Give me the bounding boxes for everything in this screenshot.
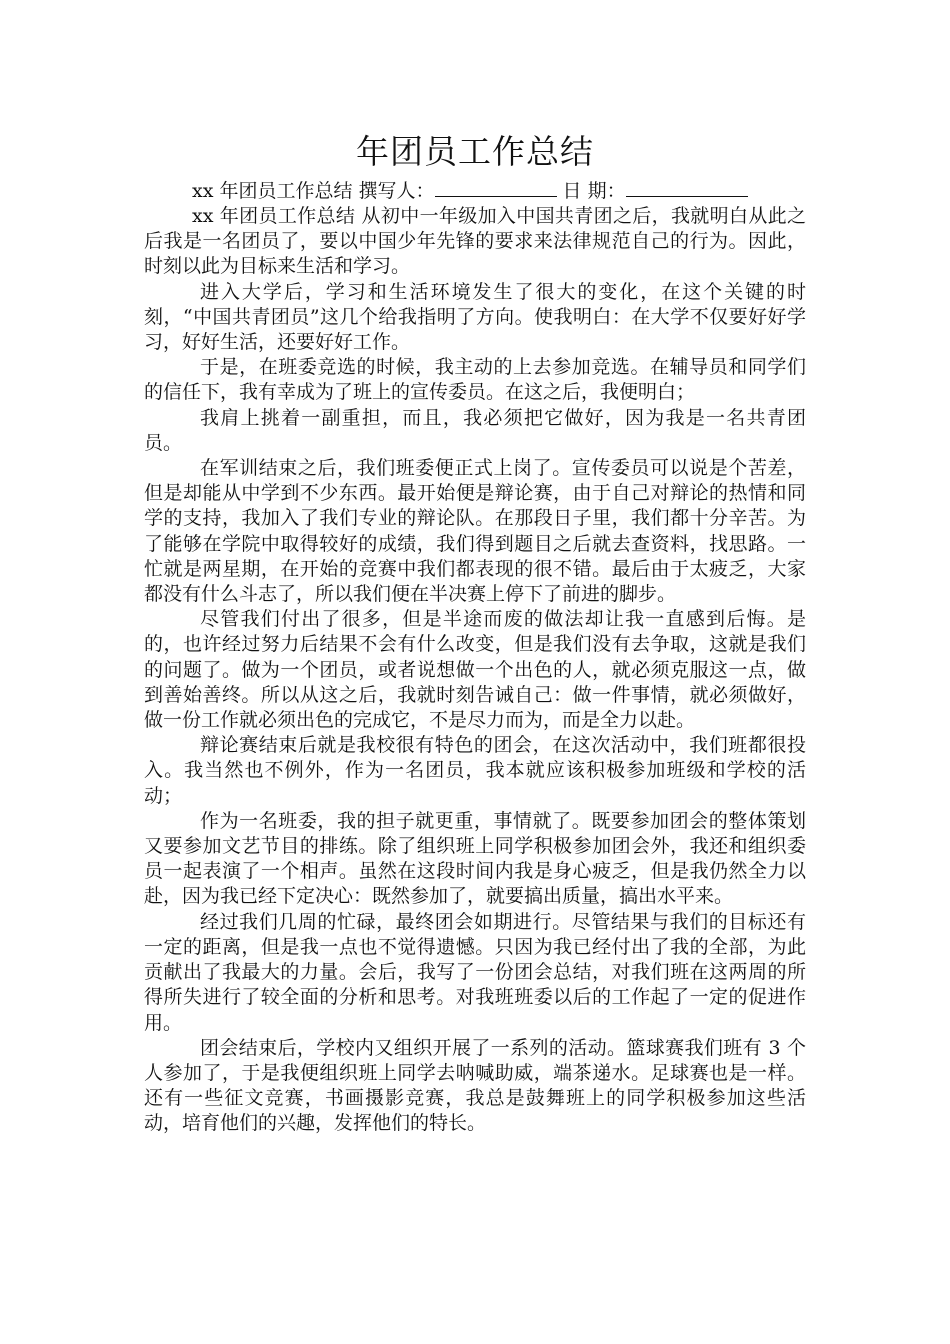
author-blank — [435, 178, 557, 197]
document-meta — [144, 178, 806, 204]
author-label: xx 年团员工作总结 撰写人： — [192, 180, 435, 202]
document-title: 年团员工作总结 — [356, 132, 594, 171]
paragraph: 我肩上挑着一副重担，而且，我必须把它做好，因为我是一名共青团员。 — [144, 406, 806, 454]
paragraph: 作为一名班委，我的担子就更重，事情就了。既要参加团会的整体策划又要参加文艺节目的排练。除了组织班上同学积极参加团会外，我还和组织委员一起表演了一个相声。虽然在这段时间内我是身心疲乏，但是我仍然全力以赴，因为我已经下定决心：既然参加了，就要搞出质量，搞出水平来。 — [144, 809, 806, 908]
paragraph: xx 年团员工作总结 从初中一年级加入中国共青团之后，我就明白从此之后我是一名团员了，要以中国少年先锋的要求来法律规范自己的行为。因此，时刻以此为目标来生活和学习。 — [144, 205, 806, 278]
date-label: 日 期： — [556, 180, 626, 202]
date-blank — [626, 178, 726, 197]
paragraph: 在军训结束之后，我们班委便正式上岗了。宣传委员可以说是个苦差，但是却能从中学到不少东西。最开始便是辩论赛，由于自己对辩论的热情和同学的支持，我加入了我们专业的辩论队。在那段日子里，我们都十分辛苦。为了能够在学院中取得较好的成绩，我们得到题目之后就去查资料，找思路。一忙就是两星期，在开始的竞赛中我们都表现的很不错。最后由于太疲乏，大家都没有什么斗志了，所以我们便在半决赛上停下了前进的脚步。 — [144, 457, 806, 606]
paragraph: 团会结束后，学校内又组织开展了一系列的活动。篮球赛我们班有 3 个人参加了，于是我便组织班上同学去呐喊助威，端茶递水。足球赛也是一样。还有一些征文竞赛，书画摄影竞赛，我总是鼓舞班上的同学积极参加这些活动，培育他们的兴趣，发挥他们的特长。 — [144, 1036, 806, 1135]
paragraph: 进入大学后，学习和生活环境发生了很大的变化，在这个关键的时刻，“中国共青团员”这几个给我指明了方向。使我明白：在大学不仅要好好学习，好好生活，还要好好工作。 — [144, 280, 806, 354]
date-blank-continued — [726, 178, 748, 197]
paragraph: 尽管我们付出了很多，但是半途而废的做法却让我一直感到后悔。是的，也许经过努力后结果不会有什么改变，但是我们没有去争取，这就是我们的问题了。做为一个团员，或者说想做一个出色的人，就必须克服这一点，做到善始善终。所以从这之后，我就时刻告诫自己：做一件事情，就必须做好，做一份工作就必须出色的完成它，不是尽力而为，而是全力以赴。 — [144, 608, 806, 732]
paragraph: 辩论赛结束后就是我校很有特色的团会，在这次活动中，我们班都很投入。我当然也不例外，作为一名团员，我本就应该积极参加班级和学校的活动； — [144, 734, 806, 807]
paragraph: 于是，在班委竞选的时候，我主动的上去参加竞选。在辅导员和同学们的信任下，我有幸成为了班上的宣传委员。在这之后，我便明白； — [144, 356, 806, 404]
paragraph: 经过我们几周的忙碌，最终团会如期进行。尽管结果与我们的目标还有一定的距离，但是我一点也不觉得遗憾。只因为我已经付出了我的全部，为此贡献出了我最大的力量。会后，我写了一份团会总结，对我们班在这两周的所得所失进行了较全面的分析和思考。对我班班委以后的工作起了一定的促进作用。 — [144, 910, 806, 1034]
document-page — [144, 126, 806, 1137]
